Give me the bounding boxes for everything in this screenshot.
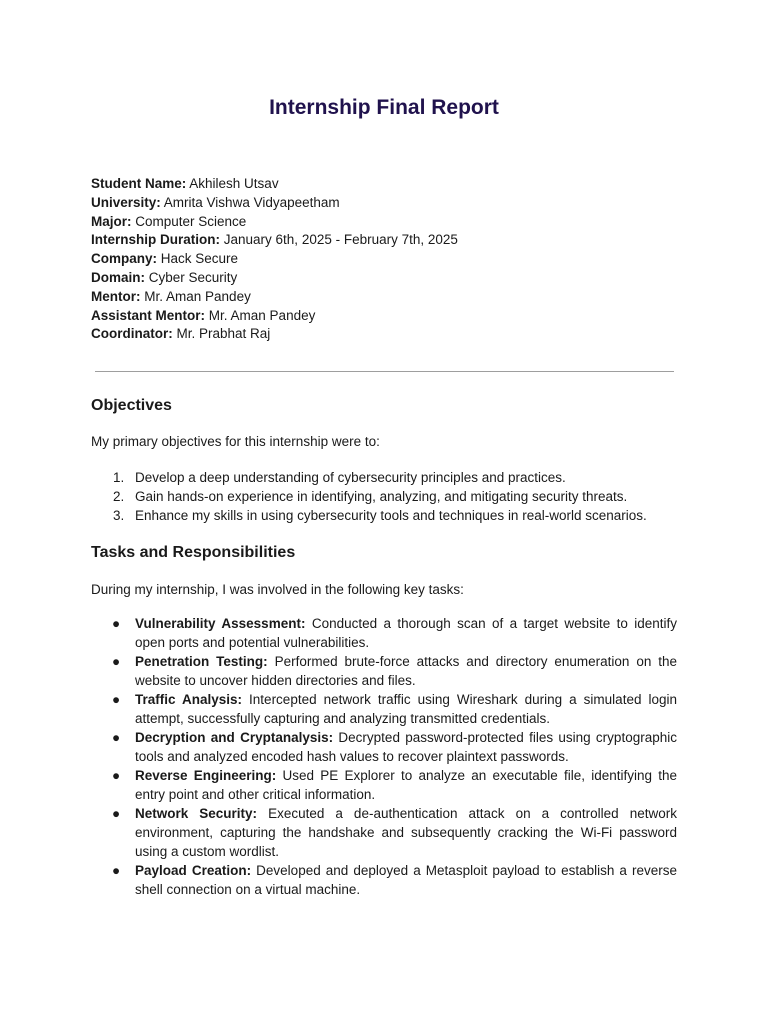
list-item (91, 468, 691, 487)
task-term: Decryption and Cryptanalysis: (135, 730, 334, 745)
info-label: Coordinator: (91, 326, 173, 342)
info-row-company (91, 250, 691, 269)
info-label: Domain: (91, 269, 145, 285)
info-label: Student Name: (91, 176, 187, 191)
task-text: Intercepted network traffic using Wireshark during a simulated login attempt, successfully capturing and analyzing transmitted credentials. (135, 692, 677, 726)
info-value: Amrita Vishwa Vidyapeetham (163, 194, 340, 210)
info-row-university (91, 194, 691, 213)
task-term: Network Security: (135, 806, 258, 821)
info-row-domain (91, 269, 691, 288)
student-info (91, 175, 691, 344)
tasks-heading: Tasks and Responsibilities (91, 544, 296, 561)
bullet-icon: ● (112, 654, 121, 669)
task-term: Payload Creation: (135, 863, 252, 878)
task-term: Penetration Testing: (135, 654, 268, 669)
horizontal-divider (95, 371, 674, 372)
task-term: Vulnerability Assessment: (135, 616, 306, 631)
info-value: Mr. Aman Pandey (144, 288, 251, 304)
list-item (91, 861, 677, 899)
list-item (91, 506, 691, 525)
info-value: Cyber Security (148, 269, 238, 285)
list-item (91, 766, 677, 804)
info-row-student-name (91, 175, 691, 194)
info-label: Internship Duration: (91, 232, 220, 248)
info-label: University: (91, 194, 161, 210)
list-number: 1. (113, 470, 125, 485)
tasks-intro: During my internship, I was involved in the following key tasks: (91, 582, 464, 597)
bullet-icon: ● (112, 616, 121, 631)
list-item (91, 728, 677, 766)
info-value: Computer Science (135, 213, 247, 229)
tasks-list (91, 614, 677, 899)
list-item (91, 804, 677, 861)
list-number: 2. (113, 489, 125, 504)
objectives-list (91, 468, 691, 525)
task-term: Traffic Analysis: (135, 692, 243, 707)
bullet-icon: ● (112, 806, 121, 821)
task-text: Performed brute-force attacks and directory enumeration on the website to uncover hidden directories and files. (135, 654, 677, 688)
list-item (91, 614, 677, 652)
info-value: Hack Secure (160, 251, 239, 267)
info-value: Mr. Aman Pandey (208, 307, 316, 323)
task-text: Executed a de-authentication attack on a controlled network environment, capturing the handshake and subsequently cracking the Wi-Fi password using a custom wordlist. (135, 806, 677, 859)
list-item-text: Develop a deep understanding of cybersecurity principles and practices. (135, 470, 566, 485)
info-row-duration (91, 231, 691, 250)
bullet-icon: ● (112, 692, 121, 707)
objectives-intro: My primary objectives for this internship were to: (91, 434, 380, 449)
info-label: Mentor: (91, 288, 141, 304)
info-label: Major: (91, 213, 132, 229)
task-term: Reverse Engineering: (135, 768, 277, 783)
info-value: Mr. Prabhat Raj (176, 326, 271, 342)
list-item (91, 652, 677, 690)
info-value: January 6th, 2025 - February 7th, 2025 (223, 232, 458, 248)
info-row-major (91, 213, 691, 232)
bullet-icon: ● (112, 863, 121, 878)
list-item-text: Gain hands-on experience in identifying, analyzing, and mitigating security threats. (135, 489, 628, 504)
info-value: Akhilesh Utsav (189, 176, 279, 191)
bullet-icon: ● (112, 730, 121, 745)
task-text: Developed and deployed a Metasploit payload to establish a reverse shell connection on a virtual machine. (135, 863, 677, 897)
list-item (91, 487, 691, 506)
report-title: Internship Final Report (269, 96, 499, 119)
task-text: Conducted a thorough scan of a target website to identify open ports and potential vulnerabilities. (135, 616, 678, 650)
list-item-text: Enhance my skills in using cybersecurity tools and techniques in real-world scenarios. (135, 508, 647, 523)
list-number: 3. (113, 508, 125, 523)
info-row-coordinator (91, 325, 691, 344)
task-text: Decrypted password-protected files using cryptographic tools and analyzed encoded hash values to recover plaintext passwords. (135, 730, 677, 764)
list-item (91, 690, 677, 728)
objectives-heading: Objectives (91, 397, 172, 414)
info-row-assistant-mentor (91, 307, 691, 326)
info-label: Assistant Mentor: (91, 307, 206, 323)
info-row-mentor (91, 288, 691, 307)
info-label: Company: (91, 251, 158, 267)
bullet-icon: ● (112, 768, 121, 783)
task-text: Used PE Explorer to analyze an executable file, identifying the entry point and other critical information. (135, 768, 677, 802)
